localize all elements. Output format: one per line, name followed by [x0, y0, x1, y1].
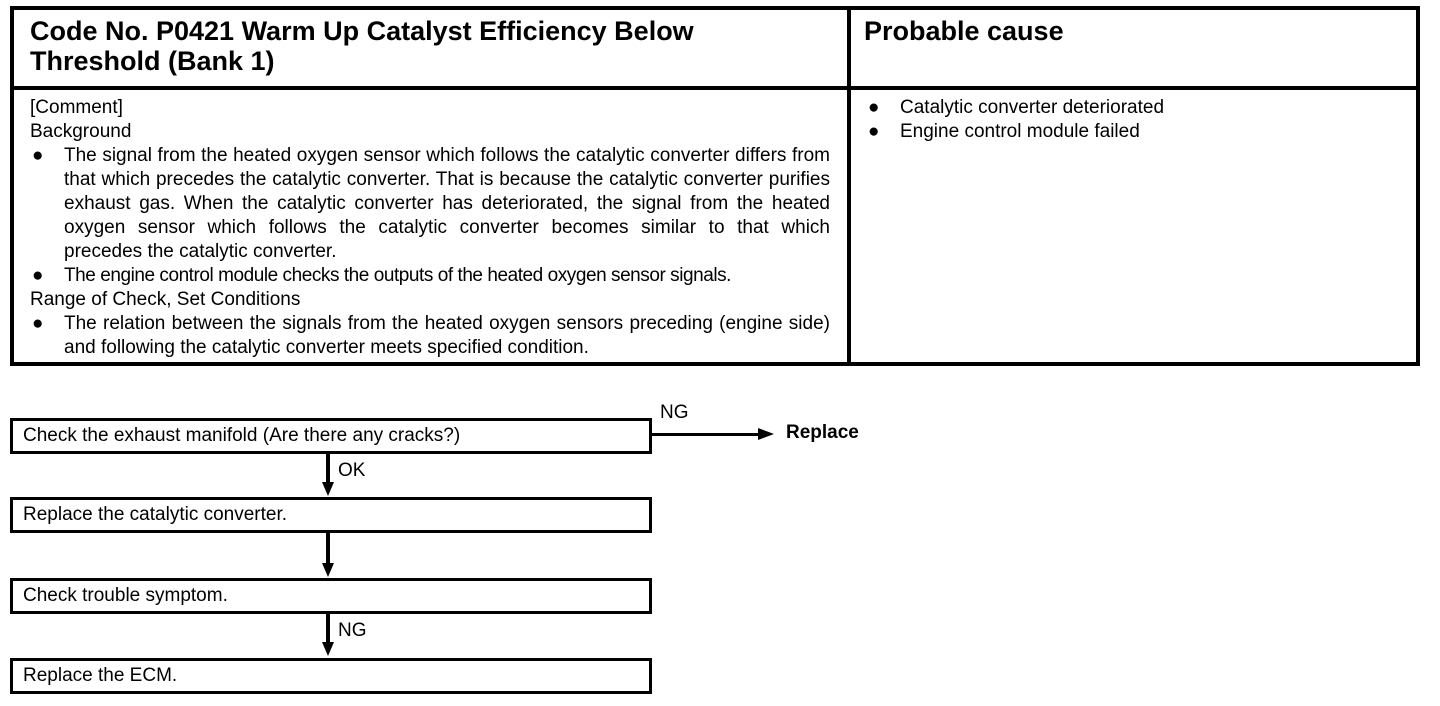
branch-connector-line — [652, 433, 760, 436]
comment-label: [Comment] — [30, 97, 123, 118]
flow-step-check-trouble-symptom: Check trouble symptom. — [10, 578, 652, 614]
flow-step-check-exhaust-manifold: Check the exhaust manifold (Are there any cracks?) — [10, 418, 652, 454]
connector-ok-label: OK — [338, 460, 366, 481]
arrow-down-icon — [322, 563, 334, 577]
code-title — [30, 16, 830, 76]
flow-step-replace-catalytic-converter: Replace the catalytic converter. — [10, 497, 652, 533]
flow-step-replace-ecm: Replace the ECM. — [10, 658, 652, 694]
bullet-icon: ● — [868, 121, 880, 142]
connector-line-3 — [326, 614, 330, 644]
background-bullet-2 — [30, 264, 830, 288]
table-row-divider — [14, 86, 1416, 90]
connector-ng-label: NG — [338, 620, 367, 641]
arrow-down-icon — [322, 482, 334, 496]
comment-section — [30, 96, 830, 360]
cause-item-2 — [866, 120, 1406, 144]
range-label: Range of Check, Set Conditions — [30, 289, 301, 310]
connector-line-2 — [326, 533, 330, 565]
arrow-down-icon — [322, 642, 334, 656]
branch-replace-result: Replace — [786, 422, 859, 443]
dtc-table — [10, 6, 1420, 366]
bullet-icon: ● — [32, 265, 44, 286]
branch-ng-label: NG — [660, 402, 689, 423]
bullet-icon: ● — [868, 97, 880, 118]
probable-cause-list — [866, 96, 1406, 144]
cause-text: Engine control module failed — [900, 121, 1140, 142]
connector-line-1 — [326, 454, 330, 484]
background-bullet-text: The signal from the heated oxygen sensor which follows the catalytic converter differs from that which precedes the catalytic converter. That is because the catalytic converter purifies exhaust gas. When the catalytic converter has deteriorated, the signal from the heated oxygen sensor which follows the catalytic converter becomes similar to that which precedes the catalytic converter. — [64, 145, 830, 262]
cause-item-1 — [866, 96, 1406, 120]
probable-cause-header: Probable cause — [864, 16, 1064, 46]
background-bullet-1 — [30, 144, 830, 264]
code-title-line-1: Code No. P0421 Warm Up Catalyst Efficiency Below — [30, 16, 694, 46]
bullet-icon: ● — [32, 145, 44, 166]
cause-text: Catalytic converter deteriorated — [900, 97, 1165, 118]
range-bullet-1 — [30, 312, 830, 360]
arrow-right-icon — [758, 428, 774, 440]
code-title-line-2: Threshold (Bank 1) — [30, 46, 275, 76]
background-label: Background — [30, 121, 132, 142]
bullet-icon: ● — [32, 313, 44, 334]
background-bullet-text: The engine control module checks the outputs of the heated oxygen sensor signals. — [64, 265, 731, 286]
table-column-divider — [847, 10, 851, 362]
range-bullet-text: The relation between the signals from the heated oxygen sensors preceding (engine side) and following the catalytic converter meets specified condition. — [64, 313, 830, 358]
